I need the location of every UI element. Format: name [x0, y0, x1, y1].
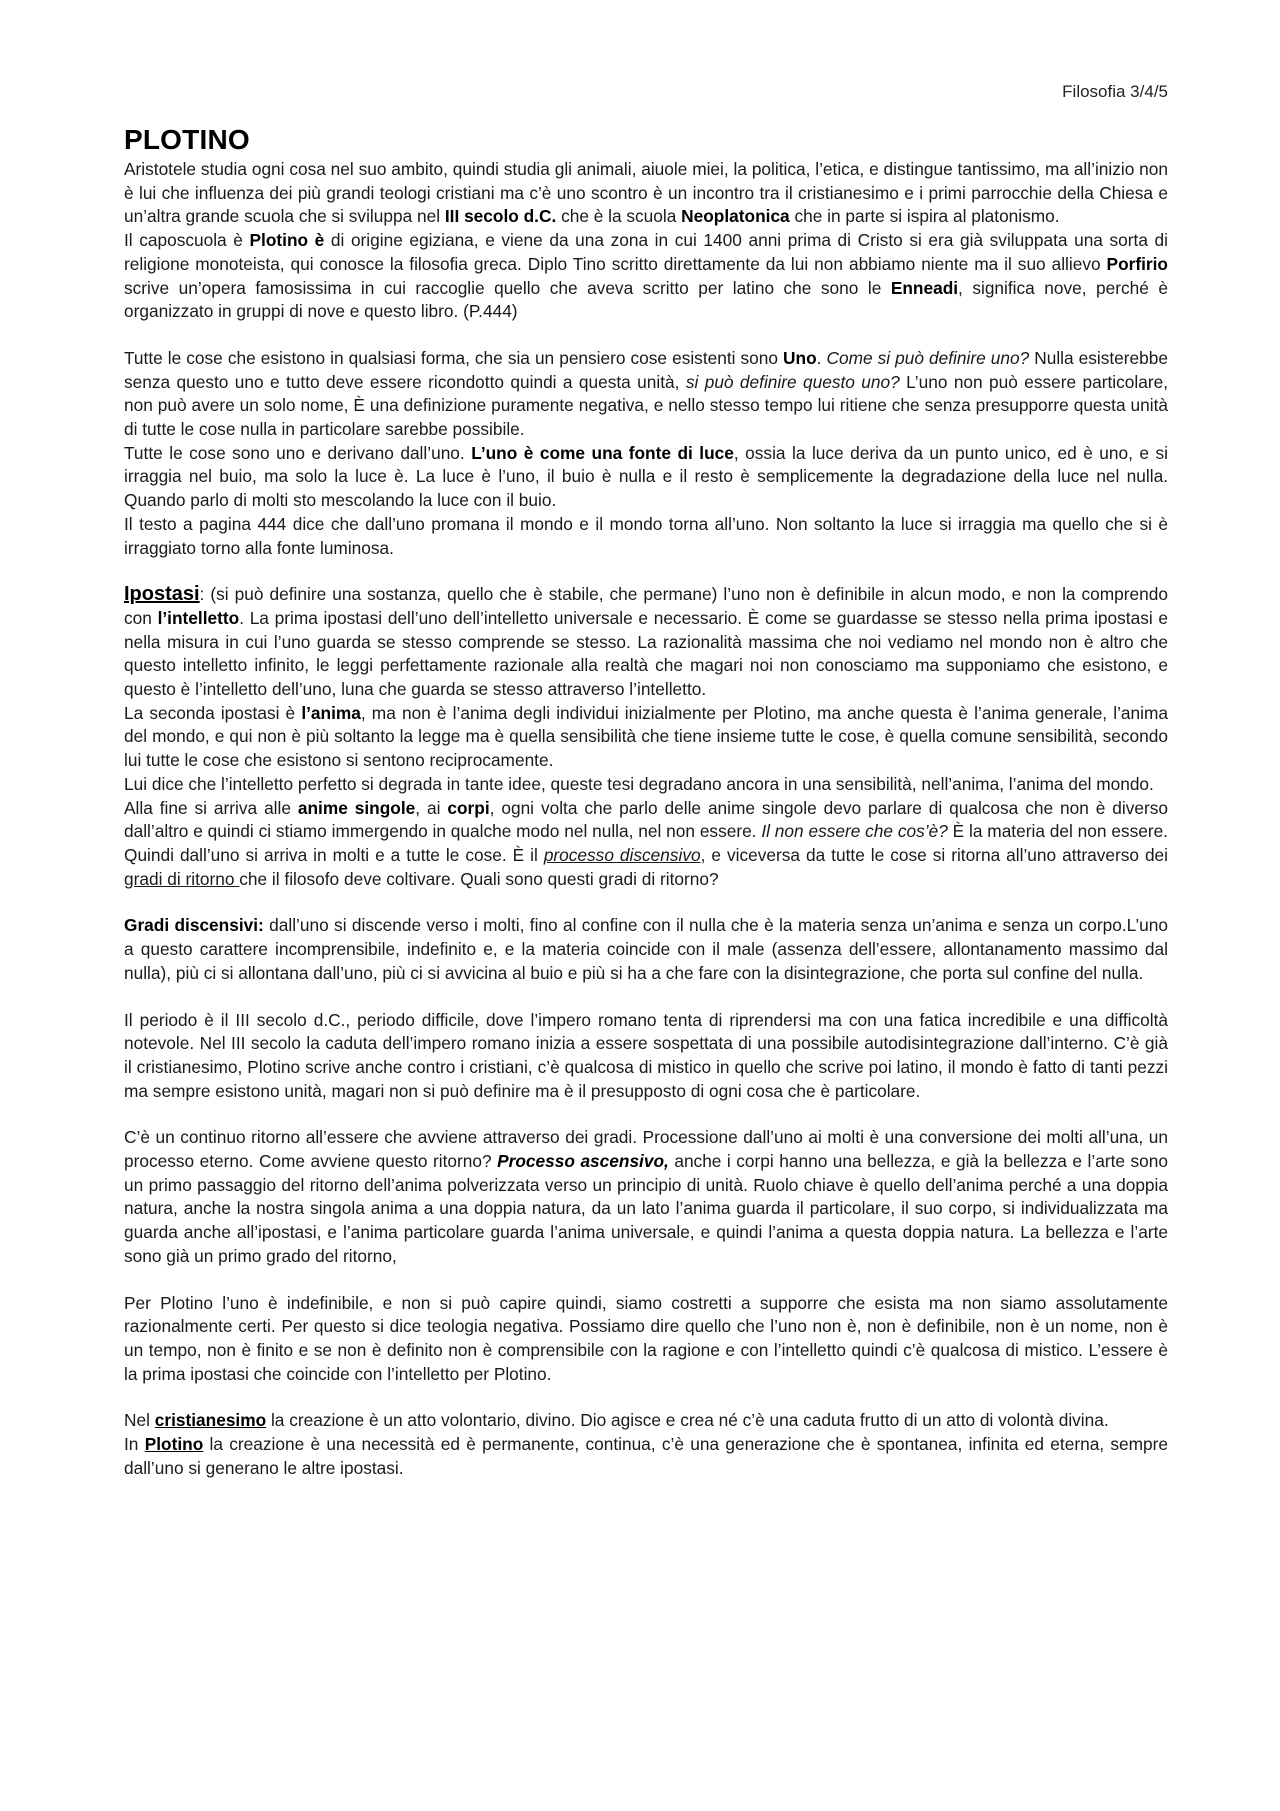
bold-underline-run: Plotino [144, 1434, 204, 1455]
bold-run: Uno [783, 347, 817, 368]
ipostasi-heading: Ipostasi [124, 583, 200, 606]
paragraph-gap [124, 560, 1168, 583]
paragraph-ipostasi [124, 583, 1168, 702]
bold-run: l’anima [301, 702, 361, 723]
bold-run: Plotino è [249, 230, 325, 251]
text-run: : (si può definire una sostanza, quello che è stabile, che permane) l’uno non è definibile in alcun modo, e non la comprendo con [124, 584, 1168, 628]
text-run: che in parte si ispira al platonismo. [789, 206, 1060, 227]
paragraph-anima [124, 702, 1168, 773]
text-run: , ma non è l’anima degli individui inizialmente per Plotino, ma anche questa è l’anima generale, l’anima del mondo, e qui non è più soltanto la legge ma è quella sensibilità che tiene insieme tutte le cose, è quella comune sensibilità, secondo lui tutte le cose che esistono si sentono reciprocamente. [124, 702, 1168, 771]
document-body [124, 124, 1168, 1480]
text-run: . La prima ipostasi dell’uno dell’intelletto universale e necessario. È come se guardasse se stesso nella prima ipostasi e nella misura in cui l’uno guarda se stesso comprende se stesso. La razionalità massima che noi vediamo nel mondo non è altro che questo intelletto infinito, le leggi perfettamente razionale alla realtà che magari noi non conosciamo ma supponiamo che esistono, e questo è l’intelletto dell’uno, luna che guarda se stesso attraverso l’intelletto. [124, 607, 1168, 700]
bold-run: anime singole [297, 797, 416, 818]
text-run: Tutte le cose che esistono in qualsiasi forma, che sia un pensiero cose esistenti sono [124, 347, 784, 368]
text-run: la creazione è una necessità ed è permanente, continua, c’è una generazione che è spontanea, infinita ed eterna, sempre dall’uno si generano le altre ipostasi. [124, 1434, 1169, 1478]
course-label: Filosofia 3/4/5 [1062, 82, 1168, 101]
text-run: che è la scuola [556, 206, 682, 227]
text-run: C’è un continuo ritorno all’essere che avviene attraverso dei gradi. Processione dall’uno ai molti è una conversione dei molti all’una, un processo eterno. Come avviene questo ritorno? [124, 1127, 1168, 1172]
underline-italic-run: processo discensivo [543, 844, 701, 865]
paragraph-gap [124, 1103, 1168, 1126]
paragraph-cristianesimo [124, 1409, 1168, 1433]
paragraph-gradi-discensivi [124, 914, 1168, 985]
paragraph-gap [124, 1386, 1168, 1409]
text-run: , e viceversa da tutte le cose si ritorna all’uno attraverso dei [700, 844, 1168, 865]
text-run: Il caposcuola è [124, 230, 250, 251]
bold-run: Neoplatonica [681, 206, 790, 227]
text-run: È la materia del non essere. Quindi dall’uno si arriva in molti e a tutte le cose. È il [124, 821, 1168, 865]
text-run: che il filosofo deve coltivare. Quali sono questi gradi di ritorno? [239, 868, 719, 889]
text-run: Nulla esisterebbe senza questo uno e tutto deve essere ricondotto quindi a questa unità, [124, 347, 1168, 392]
bold-run: Gradi discensivi: [124, 915, 264, 936]
text-run: , ossia la luce deriva da un punto unico, ed è uno, e si irraggia nel buio, ma solo la luce è. La luce è l’uno, il buio è nulla e il resto è semplicemente la degradazione della luce nel nulla. Quando parlo di molti sto mescolando la luce con il buio. [124, 442, 1169, 511]
paragraph-intelletto: Lui dice che l’intelletto perfetto si degrada in tante idee, queste tesi degradano ancora in una sensibilità, nell’anima, l’anima del mondo. [124, 773, 1154, 794]
bold-italic-run: Processo ascensivo, [497, 1151, 669, 1172]
paragraph-gap [124, 1269, 1168, 1292]
paragraph-gap [124, 324, 1168, 347]
bold-run: Enneadi [890, 277, 959, 298]
italic-run: Come si può definire uno? [826, 347, 1030, 368]
paragraph-periodo: Il periodo è il III secolo d.C., periodo difficile, dove l’impero romano tenta di riprendersi ma con una fatica incredibile e una difficoltà notevole. Nel III secolo la caduta dell’impero romano inizia a essere sospettata di una possibile autodisintegrazione dall’interno. C’è già il cristianesimo, Plotino scrive anche contro i cristiani, c’è qualcosa di mistico in quello che scrive poi latino, il mondo è fatto di tanti pezzi ma sempre esistono unità, magari non si può definire ma è il presupposto di ogni cosa che è particolare. [124, 1009, 1168, 1101]
text-run: L’uno non può essere particolare, non può avere un solo nome, È una definizione puramente negativa, e nello stesso tempo lui ritiene che senza presupporre questa unità di tutte le cose nulla in particolare sarebbe possibile. [124, 371, 1169, 440]
bold-run: Porfirio [1106, 253, 1168, 274]
text-run: di origine egiziana, e viene da una zona in cui 1400 anni prima di Cristo si era già sviluppata una sorta di religione monoteista, qui conosce la filosofia greca. Diplo Tino scritto direttamente da lui non abbiamo niente ma il suo allievo [124, 230, 1168, 274]
text-run: In [124, 1434, 145, 1455]
text-run: Nel [124, 1410, 155, 1431]
paragraph-pagina-444: Il testo a pagina 444 dice che dall’uno promana il mondo e il mondo torna all’uno. Non soltanto la luce si irraggia ma quello che si è irraggiato torno alla fonte luminosa. [124, 513, 1168, 558]
bold-run: L’uno è come una fonte di luce [471, 442, 734, 463]
text-run: scrive un’opera famosissima in cui raccoglie quello che aveva scritto per latino che sono le [124, 277, 891, 298]
underline-run: gradi di ritorno [124, 868, 240, 889]
text-run: . [816, 347, 827, 368]
text-run: , ai [415, 797, 448, 818]
bold-run: corpi [447, 797, 490, 818]
paragraph-intro [124, 158, 1168, 229]
bold-underline-run: cristianesimo [154, 1410, 267, 1431]
text-run: La seconda ipostasi è [124, 702, 302, 723]
text-run: la creazione è un atto volontario, divino. Dio agisce e crea né c’è una caduta frutto di un atto di volontà divina. [266, 1410, 1109, 1431]
text-run: , significa nove, perché è organizzato in gruppi di nove e questo libro. (P.444) [124, 277, 1168, 322]
paragraph-gap [124, 891, 1168, 914]
text-run: Tutte le cose sono uno e derivano dall’uno. [124, 442, 472, 463]
text-run: Aristotele studia ogni cosa nel suo ambito, quindi studia gli animali, aiuole miei, la politica, l’etica, e distingue tantissimo, ma all’inizio non è lui che influenza dei più grandi teologi cristiani ma c’è uno scontro è un incontro tra il cristianesimo e i primi parrocchie della Chiesa e un’altra grande scuola che si sviluppa nel [124, 159, 1168, 227]
paragraph-luce [124, 442, 1168, 513]
text-run: Alla fine si arriva alle [124, 797, 298, 818]
bold-run: l’intelletto [157, 607, 240, 628]
page-title: PLOTINO [124, 124, 250, 155]
italic-run: si può definire questo uno? [685, 371, 900, 392]
paragraph-caposcuola [124, 229, 1168, 324]
text-run: anche i corpi hanno una bellezza, e già la bellezza e l’arte sono un primo passaggio del ritorno dell’anima polverizzata verso un principio di unità. Ruolo chiave è quello dell’anima perché a una doppia natura, anche la nostra singola anima a una doppia natura, da un lato l’anima guarda il particolare, il suo corpo, si individualizzata ma guarda anche all’ipostasi, e l’anima particolare guarda l’anima universale, e quindi l’anima a questa doppia natura. La bellezza e l’arte sono già un primo grado del ritorno, [124, 1151, 1168, 1266]
paragraph-uno [124, 347, 1168, 442]
paragraph-plotino-creazione [124, 1433, 1168, 1480]
paragraph-anime-singole [124, 797, 1168, 892]
text-run: dall’uno si discende verso i molti, fino al confine con il nulla che è la materia senza un’anima e senza un corpo.L’uno a questo carattere incomprensibile, indefinito e, e la materia coincide con il male (assenza dell’essere, allontanamento massimo dal nulla), più ci si allontana dall’uno, più ci si avvicina al buio e più si ha a che fare con la disintegrazione, che porta sul confine del nulla. [124, 915, 1169, 983]
paragraph-gap [124, 986, 1168, 1009]
italic-run: Il non essere che cos’è? [761, 821, 948, 842]
bold-run: III secolo d.C. [444, 206, 557, 227]
text-run: , ogni volta che parlo delle anime singole devo parlare di qualcosa che non è diverso dall’altro e quindi ci stiamo immergendo in qualche modo nel nulla, nel non essere. [124, 797, 1168, 842]
paragraph-teologia-negativa: Per Plotino l’uno è indefinibile, e non si può capire quindi, siamo costretti a supporre che esista ma non siamo assolutamente razionalmente certi. Per questo si dice teologia negativa. Possiamo dire quello che l’uno non è, non è definibile, non è un nome, non è un tempo, non è finito e se non è definito non è comprensibile con la ragione e con l’intelletto quindi c’è qualcosa di mistico. L’essere è la prima ipostasi che coincide con l’intelletto per Plotino. [124, 1292, 1168, 1384]
paragraph-ritorno [124, 1126, 1168, 1268]
